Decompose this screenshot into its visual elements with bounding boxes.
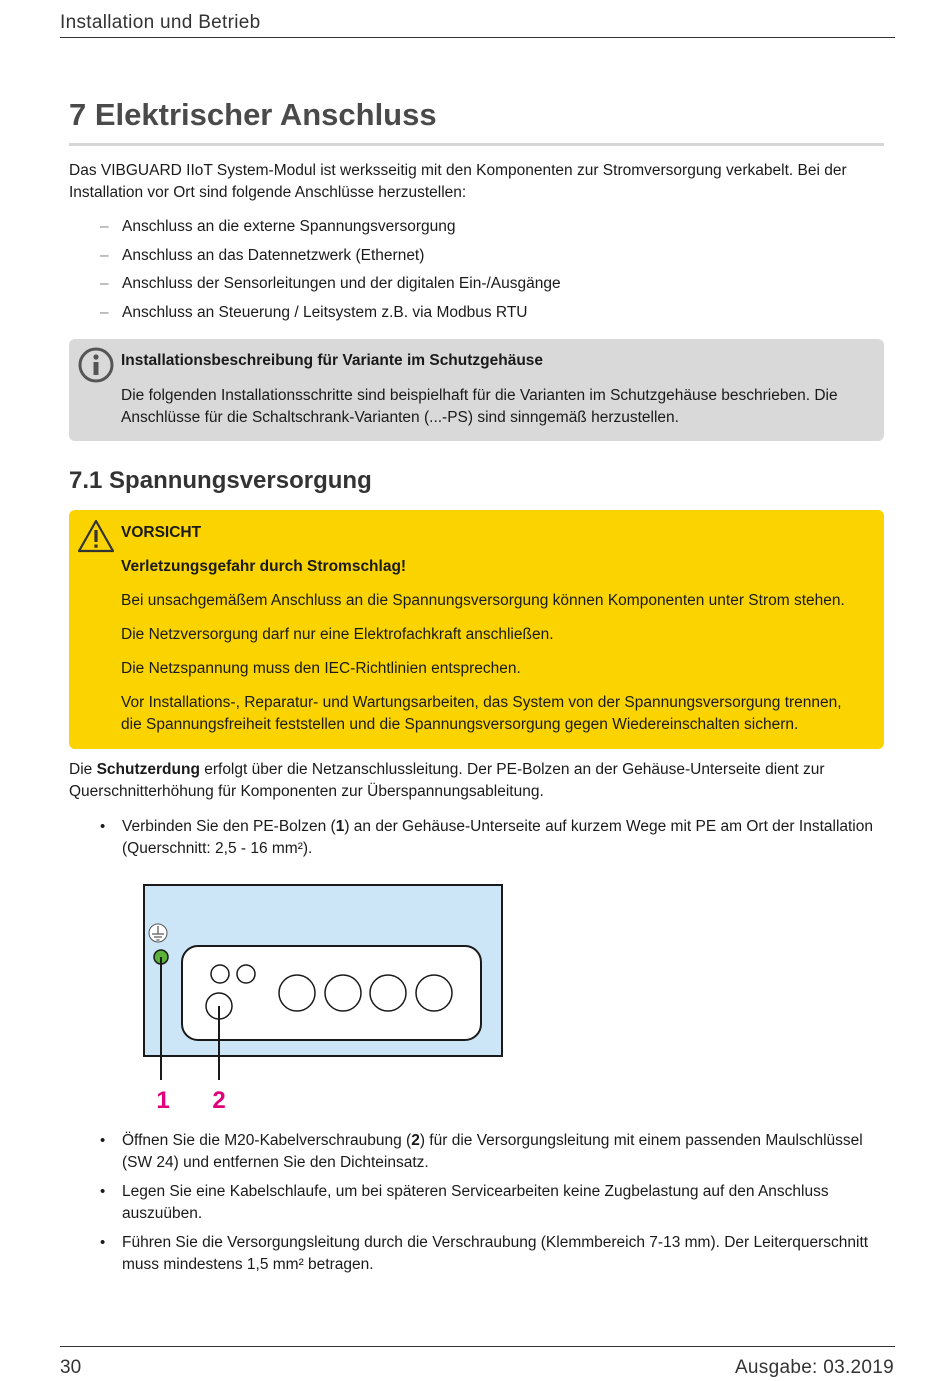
intro-paragraph: Das VIBGUARD IIoT System-Modul ist werksseitig mit den Komponenten zur Stromversorgung verkabelt. Bei der Installation vor Ort sind folgende Anschlüsse herzustellen: bbox=[69, 162, 847, 201]
protective-earth-paragraph: Die Schutzerdung erfolgt über die Netzanschlussleitung. Der PE-Bolzen an der Gehäuse-Unterseite dient zur Querschnitterhöhung für Komponenten zur Überspannungsableitung. bbox=[69, 761, 825, 800]
section-title-text: Elektrischer Anschluss bbox=[94, 97, 437, 132]
info-title: Installationsbeschreibung für Variante im Schutzgehäuse bbox=[121, 352, 544, 369]
list-item: – Anschluss an die externe Spannungsversorgung bbox=[100, 216, 561, 245]
list-item: • Führen Sie die Versorgungsleitung durch die Verschraubung (Klemmbereich 7-13 mm). Der Leiterquerschnitt muss mindestens 1,5 mm² betragen. bbox=[100, 1234, 869, 1273]
list-marker: – bbox=[100, 275, 109, 293]
list-item: – Anschluss der Sensorleitungen und der digitalen Ein-/Ausgänge bbox=[100, 273, 561, 302]
footer-divider bbox=[60, 1346, 895, 1347]
bullet-marker: • bbox=[100, 1234, 106, 1251]
section-number: 7 bbox=[69, 97, 87, 132]
callout-number: 1 bbox=[156, 1087, 170, 1114]
info-text: Die folgenden Installationsschritte sind beispielhaft für die Varianten im Schutzgehäuse beschrieben. Die Anschlüsse für die Schaltschrank-Varianten (...-PS) sind sinngemäß herzustellen. bbox=[121, 387, 838, 426]
bullet-marker: • bbox=[100, 1132, 106, 1149]
list-item: • Öffnen Sie die M20-Kabelverschraubung (2) für die Versorgungsleitung mit einem passenden Maulschlüssel (SW 24) und entfernen Sie den Dichteinsatz. bbox=[100, 1132, 863, 1171]
list-marker: – bbox=[100, 246, 109, 264]
step-list bbox=[100, 1130, 880, 1276]
large-gland bbox=[370, 975, 406, 1011]
large-gland bbox=[279, 975, 315, 1011]
callout-ref: 2 bbox=[411, 1132, 420, 1149]
subsection-title-text: Spannungsversorgung bbox=[109, 467, 372, 494]
bullet-marker: • bbox=[100, 1183, 106, 1200]
subsection-title bbox=[69, 467, 372, 495]
callout-number: 2 bbox=[212, 1087, 226, 1114]
large-gland bbox=[416, 975, 452, 1011]
list-item: – Anschluss an Steuerung / Leitsystem z.B. via Modbus RTU bbox=[100, 302, 561, 331]
small-gland bbox=[211, 965, 229, 983]
subsection-number: 7.1 bbox=[69, 467, 103, 494]
running-header: Installation und Betrieb bbox=[60, 12, 261, 33]
callout-ref: 1 bbox=[335, 818, 345, 835]
warning-line: Bei unsachgemäßem Anschluss an die Spannungsversorgung können Komponenten unter Strom stehen. bbox=[121, 592, 845, 609]
large-gland bbox=[325, 975, 361, 1011]
edition-label: Ausgabe: 03.2019 bbox=[734, 1357, 894, 1378]
small-gland bbox=[237, 965, 255, 983]
warning-headline: Verletzungsgefahr durch Stromschlag! bbox=[121, 558, 407, 575]
warning-triangle-icon bbox=[76, 518, 116, 554]
warning-line: Vor Installations-, Reparatur- und Wartungsarbeiten, das System von der Spannungsversorgung trennen, die Spannungsfreiheit feststellen und die Spannungsversorgung gegen Wiedereinschalten sichern. bbox=[121, 694, 842, 733]
header-divider bbox=[60, 37, 895, 38]
emphasis-term: Schutzerdung bbox=[96, 761, 200, 778]
bullet-marker: • bbox=[100, 818, 106, 835]
housing-underside-figure bbox=[140, 880, 510, 1120]
warning-line: Die Netzversorgung darf nur eine Elektrofachkraft anschließen. bbox=[121, 626, 554, 643]
list-item: • Legen Sie eine Kabelschlaufe, um bei späteren Servicearbeiten keine Zugbelastung auf den Anschluss auszuüben. bbox=[100, 1183, 829, 1222]
info-icon bbox=[78, 347, 114, 383]
section-title-underline bbox=[69, 143, 884, 146]
page-number: 30 bbox=[60, 1357, 82, 1378]
section-title bbox=[69, 97, 437, 133]
warning-label: VORSICHT bbox=[121, 524, 202, 541]
list-item: – Anschluss an das Datennetzwerk (Ethernet) bbox=[100, 245, 561, 274]
list-marker: – bbox=[100, 304, 109, 322]
list-marker: – bbox=[100, 218, 109, 235]
warning-line: Die Netzspannung muss den IEC-Richtlinien entsprechen. bbox=[121, 660, 521, 677]
step-list bbox=[100, 816, 880, 860]
list-item: • Verbinden Sie den PE-Bolzen (1) an der Gehäuse-Unterseite auf kurzem Wege mit PE am Ort der Installation (Querschnitt: 2,5 - 16 mm²). bbox=[100, 818, 873, 857]
earth-symbol-icon bbox=[149, 924, 167, 942]
connection-list bbox=[100, 216, 561, 331]
